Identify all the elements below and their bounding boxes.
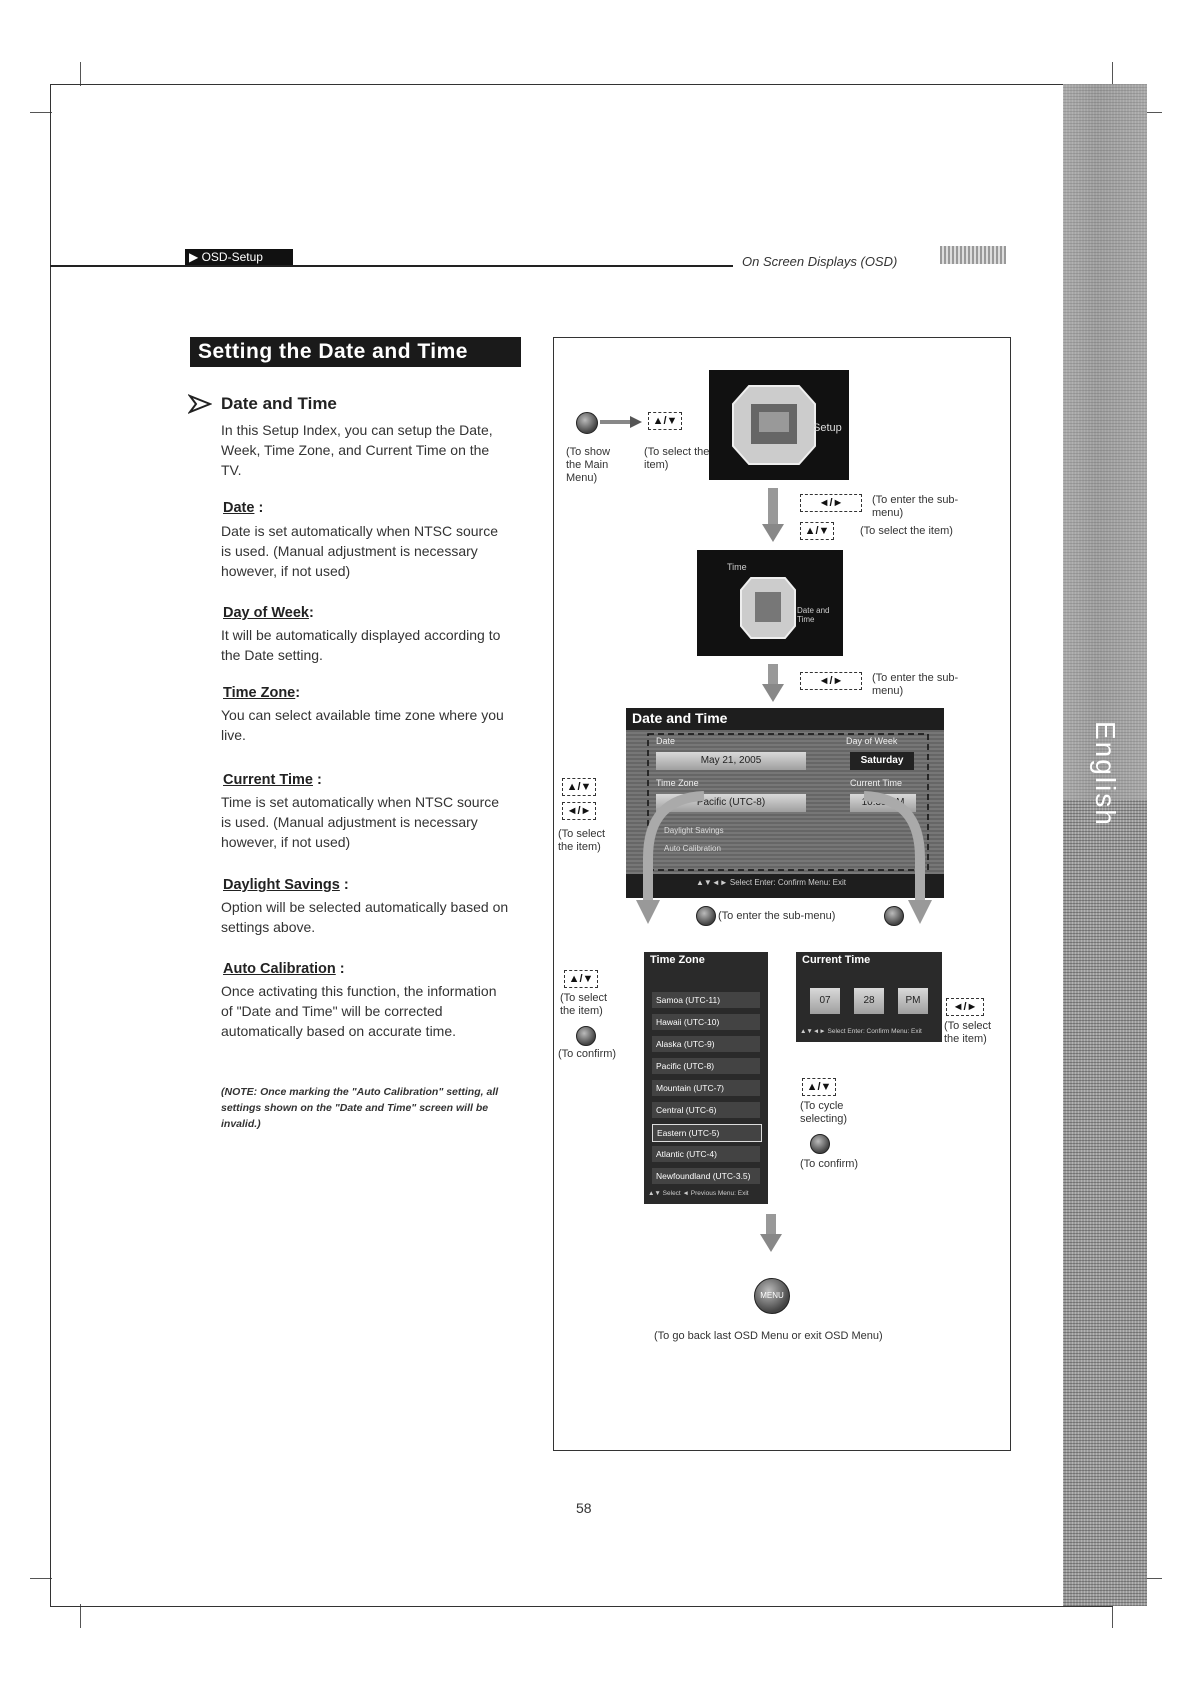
page-title: Setting the Date and Time bbox=[190, 337, 521, 367]
header-decoration bbox=[940, 246, 1006, 264]
caption-select-item: (To select the item) bbox=[644, 446, 710, 471]
term-label: Day of Week bbox=[223, 605, 309, 621]
main-menu-screen bbox=[709, 370, 849, 480]
time-label: Time bbox=[727, 562, 747, 572]
desc-date: Date is set automatically when NTSC source is used. (Manual adjustment is necessary however, if not used) bbox=[221, 523, 498, 579]
term-label: Date bbox=[223, 500, 255, 516]
desc-day-of-week: It will be automatically displayed according to the Date setting. bbox=[221, 627, 501, 663]
running-title: On Screen Displays (OSD) bbox=[742, 254, 898, 269]
left-right-key-icon: ◄/► bbox=[800, 494, 862, 512]
page-frame-bottom bbox=[50, 1606, 1113, 1607]
day-of-week-label: Day of Week bbox=[846, 736, 898, 746]
term-current-time: Current Time : bbox=[223, 772, 322, 788]
caption-select-item: (To select the item) bbox=[944, 1020, 992, 1045]
language-tab: English bbox=[1090, 721, 1121, 827]
desc-time-zone: You can select available time zone where you live. bbox=[221, 707, 504, 743]
caption-confirm: (To confirm) bbox=[800, 1158, 859, 1170]
screen-title: Current Time bbox=[802, 954, 871, 966]
arrow-right-icon bbox=[600, 416, 642, 428]
page-number: 58 bbox=[576, 1500, 592, 1516]
section-arrow-icon bbox=[188, 394, 212, 414]
term-label: Auto Calibration bbox=[223, 961, 336, 977]
minute-field[interactable]: 28 bbox=[854, 988, 884, 1014]
page-frame-top bbox=[50, 84, 1113, 85]
time-zone-label: Time Zone bbox=[656, 778, 699, 788]
caption-enter-submenu: (To enter the sub-menu) bbox=[872, 672, 959, 697]
current-time-label: Current Time bbox=[850, 778, 903, 788]
crop-mark bbox=[30, 112, 52, 113]
term-auto-calibration: Auto Calibration : bbox=[223, 961, 345, 977]
time-zone-option[interactable]: Central (UTC-6) bbox=[652, 1102, 760, 1118]
term-daylight-savings: Daylight Savings : bbox=[223, 877, 349, 893]
crop-mark bbox=[1112, 62, 1113, 86]
setup-label: Setup bbox=[813, 422, 842, 434]
time-zone-option[interactable]: Mountain (UTC-7) bbox=[652, 1080, 760, 1096]
date-field[interactable]: May 21, 2005 bbox=[656, 752, 806, 770]
down-arrow-icon bbox=[760, 1214, 782, 1252]
section-tag-label: OSD-Setup bbox=[201, 250, 263, 264]
term-label: Time Zone bbox=[223, 685, 296, 701]
left-right-key-icon: ◄/► bbox=[800, 672, 862, 690]
caption-select-item: (To select the item) bbox=[558, 828, 606, 853]
crop-mark bbox=[1112, 1604, 1113, 1628]
page-frame-left bbox=[50, 84, 51, 1606]
up-down-key-icon: ▲/▼ bbox=[564, 970, 598, 988]
down-arrow-icon bbox=[762, 664, 784, 702]
enter-button-icon bbox=[810, 1134, 830, 1154]
caption-select-the-item: (To select the item) bbox=[860, 525, 953, 537]
menu-button-icon bbox=[576, 412, 598, 434]
left-right-key-icon: ◄/► bbox=[562, 802, 596, 820]
ampm-field[interactable]: PM bbox=[898, 988, 928, 1014]
left-right-key-icon: ◄/► bbox=[946, 998, 984, 1016]
screen-title: Time Zone bbox=[650, 954, 705, 966]
screen-hint: ▲▼ Select ◄ Previous Menu: Exit bbox=[648, 1190, 749, 1197]
screen-hint: ▲▼◄► Select Enter: Confirm Menu: Exit bbox=[800, 1028, 922, 1035]
enter-button-icon bbox=[576, 1026, 596, 1046]
term-date: Date : bbox=[223, 500, 264, 516]
date-and-time-label: Date and Time bbox=[797, 606, 830, 624]
time-zone-screen bbox=[644, 952, 768, 1204]
enter-button-icon bbox=[884, 906, 904, 926]
section-tag: ▶ OSD-Setup bbox=[185, 249, 293, 265]
menu-button-icon: MENU bbox=[754, 1278, 790, 1314]
hour-field[interactable]: 07 bbox=[810, 988, 840, 1014]
screen-title: Date and Time bbox=[632, 710, 728, 726]
term-day-of-week: Day of Week: bbox=[223, 605, 314, 621]
auto-calibration-option[interactable]: Auto Calibration bbox=[664, 844, 721, 853]
time-zone-option[interactable]: Newfoundland (UTC-3.5) bbox=[652, 1168, 760, 1184]
daylight-savings-option[interactable]: Daylight Savings bbox=[664, 826, 724, 835]
section-heading: Date and Time bbox=[221, 394, 337, 413]
crop-mark bbox=[80, 1604, 81, 1628]
caption-go-back: (To go back last OSD Menu or exit OSD Menu) bbox=[654, 1330, 883, 1342]
caption-select-item: (To select the item) bbox=[560, 992, 608, 1017]
current-time-field[interactable]: 10:33 PM bbox=[850, 794, 916, 812]
up-down-key-icon: ▲/▼ bbox=[562, 778, 596, 796]
strip-upper bbox=[1063, 84, 1147, 800]
up-down-key-icon: ▲/▼ bbox=[802, 1078, 836, 1096]
note-text: (NOTE: Once marking the "Auto Calibration" setting, all settings shown on the "Date and Time" screen will be invalid.) bbox=[221, 1086, 499, 1130]
desc-current-time: Time is set automatically when NTSC source is used. (Manual adjustment is necessary however, if not used) bbox=[221, 794, 500, 850]
language-side-strip bbox=[1063, 84, 1147, 1606]
time-zone-option[interactable]: Hawaii (UTC-10) bbox=[652, 1014, 760, 1030]
down-arrow-icon bbox=[762, 488, 784, 542]
osd-flow-diagram bbox=[553, 337, 1011, 1451]
time-zone-option-selected[interactable]: Eastern (UTC-5) bbox=[652, 1124, 762, 1142]
date-time-cube-icon bbox=[739, 576, 797, 640]
crop-mark bbox=[30, 1578, 52, 1579]
crop-mark bbox=[80, 62, 81, 86]
caption-cycle-selecting: (To cycle selecting) bbox=[800, 1100, 848, 1125]
caption-show-main-menu: (To show the Main Menu) bbox=[566, 446, 611, 484]
term-label: Daylight Savings bbox=[223, 877, 340, 893]
screen-hint: ▲▼◄► Select Enter: Confirm Menu: Exit bbox=[696, 878, 846, 887]
time-zone-option[interactable]: Pacific (UTC-8) bbox=[652, 1058, 760, 1074]
desc-auto-calibration: Once activating this function, the information of "Date and Time" will be corrected automatically based on accurate time. bbox=[221, 983, 497, 1039]
setup-cube-icon bbox=[729, 382, 819, 468]
time-zone-field[interactable]: Pacific (UTC-8) bbox=[656, 794, 806, 812]
up-down-key-icon: ▲/▼ bbox=[648, 412, 682, 430]
day-of-week-field: Saturday bbox=[850, 752, 914, 770]
time-zone-option[interactable]: Samoa (UTC-11) bbox=[652, 992, 760, 1008]
term-time-zone: Time Zone: bbox=[223, 685, 301, 701]
caption-enter-submenu: (To enter the sub-menu) bbox=[872, 494, 959, 519]
header-rule bbox=[50, 265, 733, 267]
time-zone-option[interactable]: Atlantic (UTC-4) bbox=[652, 1146, 760, 1162]
date-label: Date bbox=[656, 736, 676, 746]
intro-text: In this Setup Index, you can setup the Date, Week, Time Zone, and Current Time on the TV. bbox=[221, 422, 493, 478]
desc-daylight-savings: Option will be selected automatically based on settings above. bbox=[221, 899, 509, 935]
setup-submenu-screen bbox=[697, 550, 843, 656]
current-time-screen bbox=[796, 952, 942, 1042]
up-down-key-icon: ▲/▼ bbox=[800, 522, 834, 540]
enter-button-icon bbox=[696, 906, 716, 926]
term-label: Current Time bbox=[223, 772, 313, 788]
caption-enter-submenu: (To enter the sub-menu) bbox=[718, 910, 836, 922]
caption-confirm: (To confirm) bbox=[558, 1048, 617, 1060]
time-zone-option[interactable]: Alaska (UTC-9) bbox=[652, 1036, 760, 1052]
